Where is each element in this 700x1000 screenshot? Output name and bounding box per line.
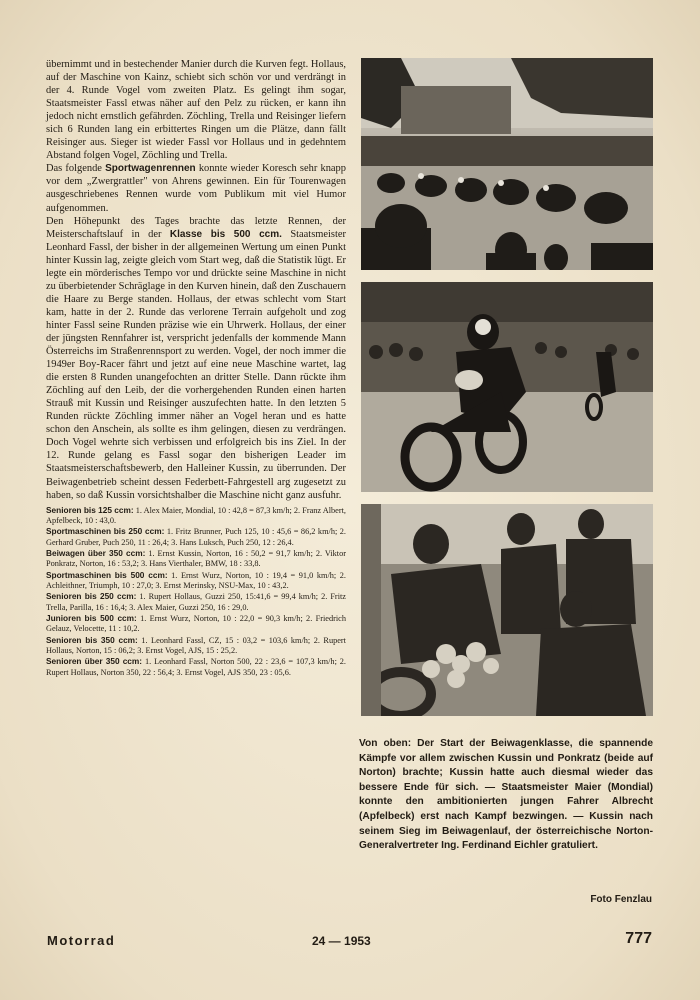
photo-column xyxy=(361,58,653,716)
paragraph-2-rest: konnte wieder Koresch sehr knapp vor dem „Zwergrattler" von Ahrens gewinnen. Ein für Tourenwagen ausgeschriebenes Rennen wurde vom Publikum mit viel Humor aufgenommen. xyxy=(46,163,346,214)
paragraph-2-lead: Das folgende xyxy=(46,163,106,175)
article-column xyxy=(46,58,346,678)
photo-motorcycle-race xyxy=(361,282,653,492)
article-paragraph-2 xyxy=(46,162,346,214)
result-text: 1. Ernst Wurz, Norton, 10 : 19,4 = 91,0 km/h; 2. Achleithner, Triumph, 10 : 27,0; 3. Ernst Merinsky, NSU-Max, 10 : 43,2. xyxy=(46,570,346,590)
article-paragraph-1: übernimmt und in bestechender Manier durch die Kurven fegt. Hollaus, auf der Maschine von Kainz, schiebt sich schön vor und verdrängt in der 4. Runde Vogel vom zweiten Platz. Es gelingt ihm sogar, Staatsmeister Fassl etwas näher auf den Pelz zu rücken, er kann ihn jedoch nicht ernstlich gefährden. Zöchling, Trella und Reisinger liefern sich 6 Runden lang ein erbittertes Ringen um die Plätze, dann fällt Reisinger aus. Sieger ist wieder Fassl vor Hollaus und in gedehntem Abstand folgen Vogel, Zöchling und Trella. xyxy=(46,59,346,162)
result-entry xyxy=(46,505,346,527)
result-class: Beiwagen über 350 ccm: xyxy=(46,547,146,558)
paragraph-3-lead: Den Höhepunkt des Tages brachte das letzte Rennen, der Meisterschaftslauf in der xyxy=(46,215,346,240)
result-text: 1. Rupert Hollaus, Guzzi 250, 15:41,6 = 99,4 km/h; 2. Fritz Trella, Parilla, 16 : 16,4; 3. Alex Maier, Guzzi 250, 16 : 29,0. xyxy=(46,592,346,612)
result-class: Senioren bis 350 ccm: xyxy=(46,634,138,645)
result-class: Junioren bis 500 ccm: xyxy=(46,613,137,624)
issue-number: 24 — 1953 xyxy=(312,934,371,948)
result-class: Sportmaschinen bis 500 ccm: xyxy=(46,569,168,580)
magazine-name: Motorrad xyxy=(47,933,116,948)
photo-caption: Von oben: Der Start der Beiwagenklasse, die spannende Kämpfe vor allem zwischen Kussin und Ponkratz (beide auf Norton) brachte; Kussin hatte auch diesmal wieder das bessere Ende für sich. — Staatsmeister Maier (Mondial) konnte den ambitionierten jungen Fahrer Albrecht (Apfelbeck) erst nach Kampf bezwingen. — Kussin nach seinem Sieg im Beiwagenlauf, der österreichische Norton-Generalvertreter Ing. Ferdinand Eichler gratuliert. xyxy=(359,738,653,852)
paragraph-2-bold: Sportwagenrennen xyxy=(105,163,196,175)
page-number: 777 xyxy=(625,930,652,947)
paragraph-3-bold: Klasse bis 500 ccm. xyxy=(169,228,282,240)
result-text: 1. Leonhard Fassl, Norton 500, 22 : 23,6 = 107,3 km/h; 2. Rupert Hollaus, Norton 350, 22 : 56,4; 3. Ernst Vogel, AJS 350, 23 : 05,6. xyxy=(46,657,346,677)
result-text: 1. Alex Maier, Mondial, 10 : 42,8 = 87,3 km/h; 2. Franz Albert, Apfelbeck, 10 : 43,0. xyxy=(46,505,346,525)
result-text: 1. Ernst Kussin, Norton, 16 : 50,2 = 91,7 km/h; 2. Viktor Ponkratz, Norton, 16 : 53,2; 3. Hans Vierthaler, BMW, 18 : 33,8. xyxy=(46,548,346,569)
result-entry xyxy=(46,526,346,548)
result-entry xyxy=(46,591,346,613)
paragraph-3-rest: Staatsmeister Leonhard Fassl, der bisher in der allgemeinen Wertung um einen Punkt hinter Kussin lag, zeigte gleich vom Start weg, daß die Statistik lügt. Er legte ein mörderisches Tempo vor und drückte seine Maschine in nicht zu überbietender Schräglage in den Kurven hinein, daß den Zuschauern die Haare zu Berge standen. Hollaus, der etwas schlecht vom Start kam, hatte in der 2. Runde das verlorene Terrain aufgeholt und zog hinter Fassl seine Runden präzise wie ein Uhrwerk. Hollaus, der einer der jüngsten Rennfahrer ist, verspricht jedenfalls der kommende Mann Österreichs im Straßenrennsport zu werden. Vogel, der noch immer die 1949er Boy-Racer fährt und jetzt auf eine neue Maschine wartet, lag die ersten 8 Runden unangefochten an dritter Stelle. Dann rückte ihm Zöchling auf den Leib, der die vorhergehenden Runden einen harten Strauß mit Kussin und Reisinger auszufechten hatte. In den letzten 5 Runden rückte Zöchling immer näher an Vogel heran und es hatte schon den Anschein, als sollte es ihm gelingen, diesen zu verdrängen. Doch Vogel wehrte sich verbissen und erfolgreich bis ins Ziel. In der 12. Runde gelang es Fassl sogar den bisherigen Leader im Staatsmeisterschaftsbewerb, den Halleiner Kussin, zu überrunden. Der Beiwagenbetrieb scheint dessen Federbett-Fahrgestell arg zugesetzt zu haben, so daß Kussin vorsichtshalber die Maschine nicht ganz ausfuhr. xyxy=(46,228,346,501)
photo-winner-congratulations xyxy=(361,504,653,716)
race-results xyxy=(46,505,346,679)
result-class: Senioren über 350 ccm: xyxy=(46,656,143,667)
result-entry xyxy=(46,656,346,678)
photo-credit: Foto Fenzlau xyxy=(590,894,652,905)
result-class: Senioren bis 125 ccm: xyxy=(46,504,134,515)
result-entry xyxy=(46,570,346,592)
photo-sidecar-start xyxy=(361,58,653,270)
result-class: Senioren bis 250 ccm: xyxy=(46,591,137,602)
result-entry xyxy=(46,548,346,570)
result-text: 1. Leonhard Fassl, CZ, 15 : 03,2 = 103,6 km/h; 2. Rupert Hollaus, Norton, 15 : 06,2; 3. Ernst Vogel, AJS, 15 : 25,2. xyxy=(46,635,346,656)
result-text: 1. Ernst Wurz, Norton, 10 : 22,0 = 90,3 km/h; 2. Friedrich Gelauz, Velocette, 11 : 10,2. xyxy=(46,614,346,634)
result-entry xyxy=(46,635,346,657)
result-class: Sportmaschinen bis 250 ccm: xyxy=(46,526,165,537)
result-text: 1. Fritz Brunner, Puch 125, 10 : 45,6 = 86,2 km/h; 2. Gerhard Gruber, Puch 250, 11 : 26,4; 3. Hans Luksch, Puch 250, 12 : 26,4. xyxy=(46,527,347,547)
result-entry xyxy=(46,613,346,635)
article-paragraph-3 xyxy=(46,215,346,502)
